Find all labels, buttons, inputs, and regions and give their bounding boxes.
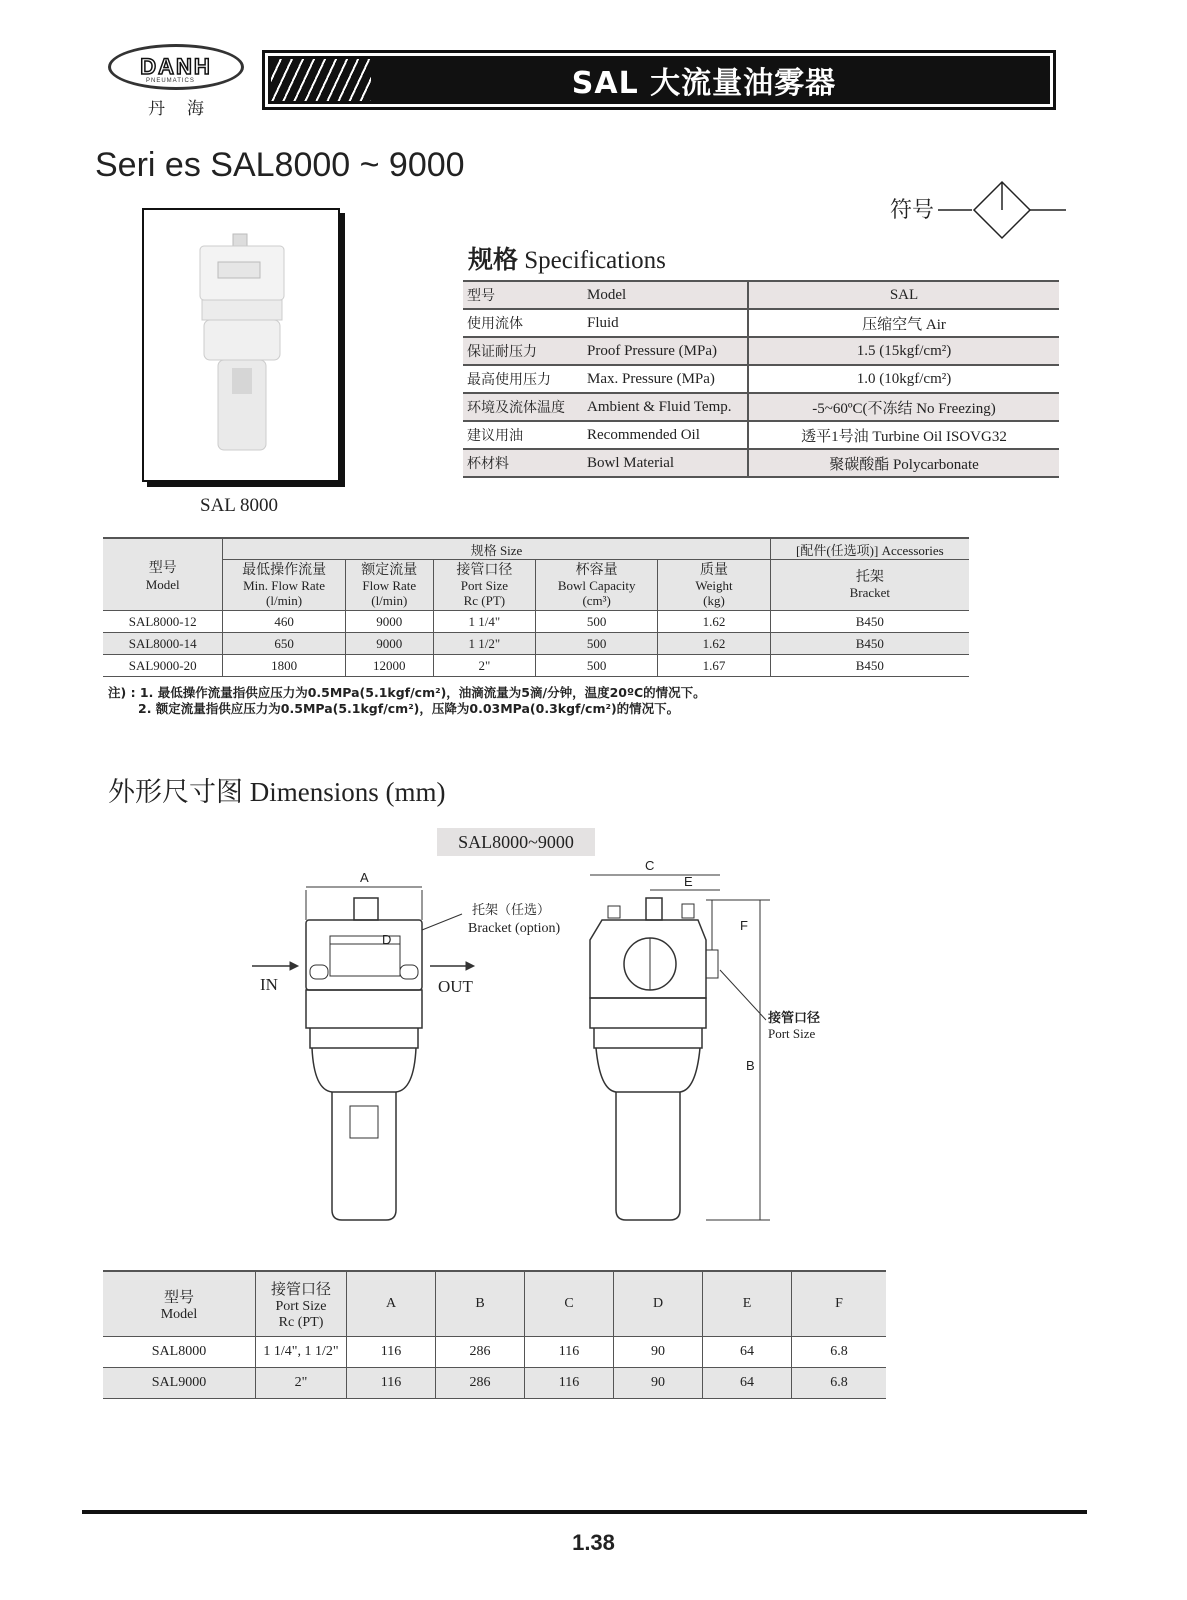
page-number: 1.38	[572, 1530, 615, 1555]
label-d: D	[382, 932, 392, 947]
dimension-drawing	[250, 858, 870, 1250]
label-f: F	[740, 918, 748, 933]
label-c: C	[645, 858, 655, 873]
spec-label-cn: 最高使用压力	[463, 365, 583, 393]
notes	[108, 685, 706, 717]
spec-row	[463, 421, 1059, 449]
spec-label-en: Bowl Material	[583, 449, 748, 477]
table-row: SAL9000-20 1800 12000 2" 500 1.67 B450	[103, 655, 969, 677]
label-in: IN	[260, 975, 278, 994]
spec-label-cn: 型号	[463, 281, 583, 309]
spec-value: 透平1号油 Turbine Oil ISOVG32	[748, 421, 1059, 449]
dimensions-model-box: SAL8000~9000	[437, 828, 595, 856]
side-view	[590, 858, 820, 1220]
dimensions-title	[108, 770, 446, 809]
specifications-title-en: Specifications	[524, 247, 666, 274]
specifications-title-cn: 规格	[468, 245, 519, 274]
weight-header: 质量 Weight (kg)	[658, 560, 770, 611]
spec-row	[463, 337, 1059, 365]
dim-header-b: B	[436, 1271, 525, 1337]
spec-label-en: Ambient & Fluid Temp.	[583, 393, 748, 421]
dim-model-header: 型号 Model	[103, 1271, 256, 1337]
bracket-label-en: Bracket (option)	[468, 921, 561, 936]
accessories-header: [配件(任选项)] Accessories	[770, 538, 969, 560]
dim-header-f: F	[792, 1271, 887, 1337]
spec-value: 聚碳酸酯 Polycarbonate	[748, 449, 1059, 477]
spec-label-en: Max. Pressure (MPa)	[583, 365, 748, 393]
spec-label-cn: 使用流体	[463, 309, 583, 337]
dim-header-e: E	[703, 1271, 792, 1337]
table-row: SAL9000 2" 116 286 116 90 64 6.8	[103, 1368, 886, 1399]
banner-title: SAL 大流量油雾器	[571, 66, 837, 101]
spec-label-cn: 保证耐压力	[463, 337, 583, 365]
spec-value: 压缩空气 Air	[748, 309, 1059, 337]
logo-wordmark: DANH	[108, 44, 244, 90]
dimensions-table	[103, 1270, 886, 1399]
spec-label-en: Recommended Oil	[583, 421, 748, 449]
bracket-label-cn: 托架（任选）	[472, 903, 551, 918]
spec-label-cn: 环境及流体温度	[463, 393, 583, 421]
port-label-en: Port Size	[768, 1026, 816, 1041]
dim-header-c: C	[525, 1271, 614, 1337]
port-label-cn: 接管口径	[768, 1011, 821, 1026]
spec-label-en: Fluid	[583, 309, 748, 337]
dim-header-d: D	[614, 1271, 703, 1337]
table-row: SAL8000-12 460 9000 1 1/4" 500 1.62 B450	[103, 611, 969, 633]
dimensions-title-en: Dimensions (mm)	[249, 777, 446, 807]
dim-port-header: 接管口径 Port Size Rc (PT)	[256, 1271, 347, 1337]
product-photo	[142, 208, 340, 482]
specifications-table	[463, 280, 1059, 478]
size-model-header: 型号 Model	[103, 538, 223, 611]
spec-value: 1.5 (15kgf/cm²)	[748, 337, 1059, 365]
label-a: A	[360, 870, 369, 885]
specifications-title	[468, 240, 666, 276]
spec-row	[463, 449, 1059, 477]
footer-divider	[82, 1510, 1087, 1514]
product-caption: SAL 8000	[200, 495, 278, 516]
spec-row	[463, 281, 1059, 309]
label-out: OUT	[438, 977, 473, 996]
spec-row	[463, 365, 1059, 393]
spec-row	[463, 393, 1059, 421]
bracket-header: 托架 Bracket	[770, 560, 969, 611]
note-2: 2. 额定流量指供应压力为0.5MPa(5.1kgf/cm²)，压降为0.03MPa(0.3kgf/cm²)的情况下。	[138, 701, 680, 716]
spec-value: 1.0 (10kgf/cm²)	[748, 365, 1059, 393]
spec-row	[463, 309, 1059, 337]
symbol-label: 符号	[890, 198, 935, 223]
spec-label-cn: 建议用油	[463, 421, 583, 449]
dimensions-title-cn: 外形尺寸图	[108, 777, 243, 808]
spec-value: SAL	[748, 281, 1059, 309]
spec-label-en: Model	[583, 281, 748, 309]
port-size-header: 接管口径 Port Size Rc (PT)	[433, 560, 535, 611]
table-row: SAL8000-14 650 9000 1 1/2" 500 1.62 B450	[103, 633, 969, 655]
logo-subtext: PNEUMATICS	[146, 78, 195, 84]
title-banner	[262, 50, 1056, 110]
spec-value: -5~60ºC(不冻结 No Freezing)	[748, 393, 1059, 421]
spec-label-cn: 杯材料	[463, 449, 583, 477]
spec-label-en: Proof Pressure (MPa)	[583, 337, 748, 365]
size-group-header: 规格 Size	[223, 538, 770, 560]
lubricator-illustration	[144, 210, 338, 480]
flow-rate-header: 额定流量 Flow Rate (l/min)	[345, 560, 433, 611]
bowl-capacity-header: 杯容量 Bowl Capacity (cm³)	[535, 560, 657, 611]
logo-chinese-name: 丹海	[148, 99, 226, 119]
dim-header-a: A	[347, 1271, 436, 1337]
min-flow-header: 最低操作流量 Min. Flow Rate (l/min)	[223, 560, 345, 611]
label-e: E	[684, 874, 693, 889]
size-table	[103, 537, 969, 677]
note-1: 注) : 1. 最低操作流量指供应压力为0.5MPa(5.1kgf/cm²)，油滴流量为5滴/分钟，温度20ºC的情况下。	[108, 685, 706, 700]
brand-logo	[108, 44, 248, 118]
table-row: SAL8000 1 1/4", 1 1/2" 116 286 116 90 64 6.8	[103, 1337, 886, 1368]
front-view	[252, 870, 560, 1220]
series-title: Seri es SAL8000 ~ 9000	[95, 146, 465, 184]
lubricator-symbol-icon	[938, 180, 1068, 240]
label-b: B	[746, 1058, 755, 1073]
